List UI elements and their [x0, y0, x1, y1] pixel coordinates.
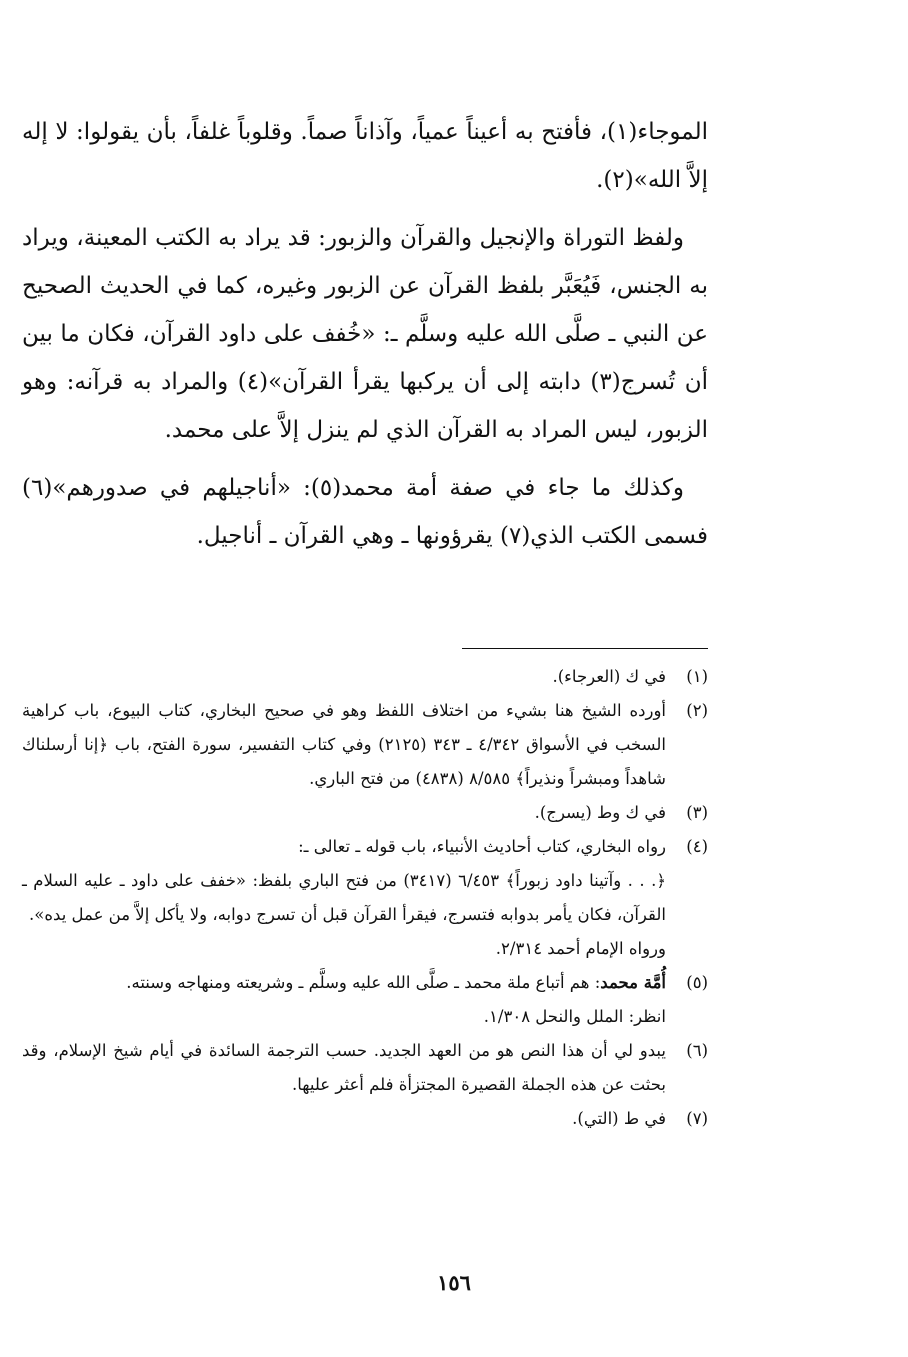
- footnote-2: [22, 694, 708, 796]
- paragraph-3: وكذلك ما جاء في صفة أمة محمد(٥): «أناجيلهم في صدورهم»(٦) فسمى الكتب الذي(٧) يقرؤونها ـ وهي القرآن ـ أناجيل.: [22, 475, 708, 549]
- footnote-7: [22, 1102, 708, 1136]
- footnote-quote: ﴿. . . وآتينا داود زبوراً﴾ ٦/٤٥٣ (٣٤١٧) من فتح الباري بلفظ: «خفف على داود ـ عليه السلام ـ القرآن، فكان يأمر بدوابه فتسرج، فيقرأ القرآن قبل أن تسرج دوابه، ولا يأكل إلاَّ من عمل يده».: [22, 871, 666, 924]
- footnote-text: في ك وط (يسرج).: [534, 803, 666, 822]
- footnote-number: (١): [686, 667, 708, 686]
- footnote-1: [22, 660, 708, 694]
- footnote-reference: ورواه الإمام أحمد ٢/٣١٤.: [495, 939, 666, 958]
- footnote-4: [22, 830, 708, 966]
- footnote-number: (٢): [686, 701, 708, 720]
- footnote-number: (٧): [686, 1109, 708, 1128]
- footnote-text: رواه البخاري، كتاب أحاديث الأنبياء، باب قوله ـ تعالى ـ:: [298, 837, 666, 856]
- footnote-text: في ط (التي).: [572, 1109, 666, 1128]
- main-text: [22, 108, 708, 570]
- footnote-text: أورده الشيخ هنا بشيء من اختلاف اللفظ وهو في صحيح البخاري، كتاب البيوع، باب كراهية السخب في الأسواق ٤/٣٤٢ ـ ٣٤٣ (٢١٢٥) وفي كتاب التفسير، سورة الفتح، باب ﴿إنا أرسلناك شاهداً ومبشراً ونذيراً﴾ ٨/٥٨٥ (٤٨٣٨) من فتح الباري.: [22, 701, 667, 788]
- footnotes: [22, 660, 708, 1136]
- footnote-number: (٥): [686, 973, 708, 992]
- footnote-6: [22, 1034, 708, 1102]
- footnote-3: [22, 796, 708, 830]
- footnote-text: في ك (العرجاء).: [552, 667, 666, 686]
- paragraph-1: الموجاء(١)، فأفتح به أعيناً عمياً، وآذاناً صماً. وقلوباً غلفاً، بأن يقولوا: لا إله إلاَّ الله»(٢).: [22, 119, 708, 193]
- footnote-reference: انظر: الملل والنحل ١/٣٠٨.: [483, 1007, 666, 1026]
- footnote-lead-term: أُمَّة محمد: [600, 973, 666, 992]
- footnote-number: (٦): [686, 1041, 708, 1060]
- footnote-number: (٤): [686, 837, 708, 856]
- footnote-5: [22, 966, 708, 1034]
- footnote-text: : هم أتباع ملة محمد ـ صلَّى الله عليه وسلَّم ـ وشريعته ومنهاجه وسنته.: [126, 973, 601, 992]
- page-number: ١٥٦: [437, 1270, 471, 1295]
- paragraph-2: ولفظ التوراة والإنجيل والقرآن والزبور: قد يراد به الكتب المعينة، ويراد به الجنس، فَيُعَبَّر بلفظ القرآن عن الزبور وغيره، كما في الحديث الصحيح عن النبي ـ صلَّى الله عليه وسلَّم ـ: «خُفف على داود القرآن، فكان ما بين أن تُسرج(٣) دابته إلى أن يركبها يقرأ القرآن»(٤) والمراد به قرآنه: وهو الزبور، ليس المراد به القرآن الذي لم ينزل إلاَّ على محمد.: [22, 225, 708, 443]
- footnote-number: (٣): [686, 803, 708, 822]
- footnote-separator: [462, 648, 708, 649]
- footnote-text: يبدو لي أن هذا النص هو من العهد الجديد. حسب الترجمة السائدة في أيام شيخ الإسلام، وقد بحثت عن هذه الجملة القصيرة المجتزأة فلم أعثر عليها.: [22, 1041, 666, 1094]
